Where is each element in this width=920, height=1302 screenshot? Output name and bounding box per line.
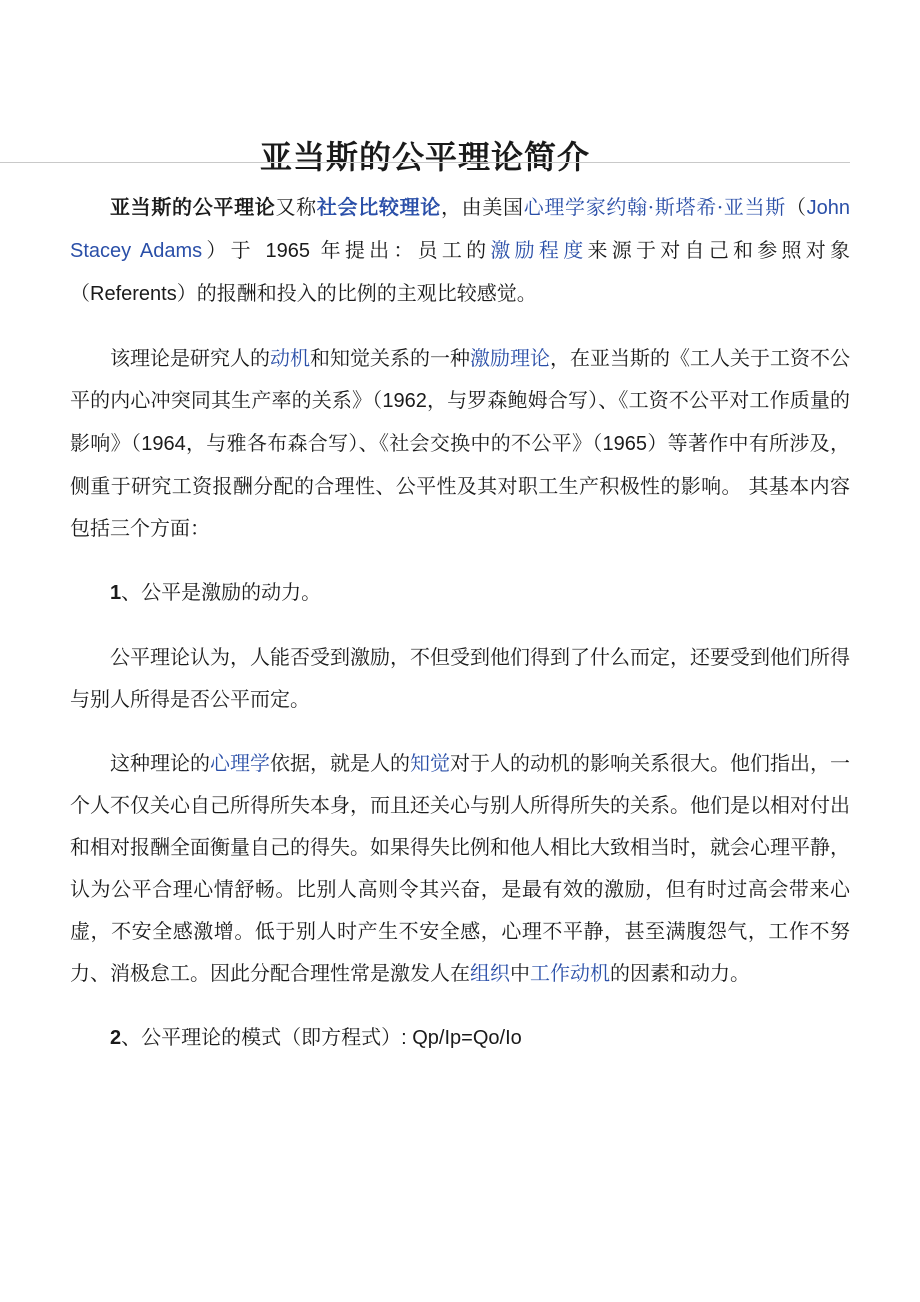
year-text: 1964 xyxy=(141,433,186,455)
text-run: ）于 xyxy=(202,238,266,262)
equity-formula: : Qp/Ip=Qo/Io xyxy=(401,1027,522,1049)
link-motive[interactable]: 动机 xyxy=(270,346,310,370)
link-work-motivation[interactable]: 工作动机 xyxy=(530,961,610,985)
text-run: 公平理论认为，人能否受到激励，不但受到他们得到了什么而定，还要受到他们所得与别人所得是否公平而定。 xyxy=(70,645,850,711)
text-run: （ xyxy=(785,195,807,219)
link-motivation-level[interactable]: 激励程度 xyxy=(490,238,588,262)
text-run: ，与罗森鲍姆合写）、《工资不公平对工作质量的影响》（ xyxy=(70,388,851,455)
text-run: 中 xyxy=(510,961,530,985)
text-run: 该理论是研究人的 xyxy=(110,346,270,370)
page-title: 亚当斯的公平理论简介 xyxy=(259,138,590,177)
text-run: ，在亚当斯的《工人关于工资不公平的内心冲突同其生产率的关系》（ xyxy=(70,346,850,412)
text-run: 和知觉关系的一种 xyxy=(310,346,470,370)
text-run: ，由美国 xyxy=(440,195,524,219)
text-run: 依据，就是人的 xyxy=(270,751,410,775)
link-psychology[interactable]: 心理学 xyxy=(210,751,270,775)
text-run: 来源于对自己和参照对象（ xyxy=(70,238,851,305)
text-run: 对于人的动机的影响关系很大。他们指出，一个人不仅关心自己所得所失本身，而且还关心与别人所得所失的关系。他们是以相对付出和相对报酬全面衡量自己的得失。如果得失比例和他人相比大致相当时，就会心理平静，认为公平合理心情舒畅。比别人高则令其兴奋，是最有效的激励，但有时过高会带来心虚，不安全感激增。低于别人时产生不安全感，心理不平静，甚至满腹怨气，工作不努力、消极怠工。因此分配合理性常是激发人在 xyxy=(70,751,850,985)
term-bold: 亚当斯的公平理论 xyxy=(110,195,276,219)
text-run: 这种理论的 xyxy=(110,751,210,775)
year-text: 1965 xyxy=(602,433,648,455)
year-text: 1965 xyxy=(265,240,310,262)
link-social-comparison-theory[interactable]: 社会比较理论 xyxy=(316,195,441,219)
link-organization[interactable]: 组织 xyxy=(470,961,510,985)
section-number: 1 xyxy=(110,582,122,604)
section-heading-text: 、公平理论的模式（即方程式） xyxy=(121,1025,402,1049)
link-perception[interactable]: 知觉 xyxy=(410,751,450,775)
title-divider xyxy=(0,162,850,163)
referents-text: Referents xyxy=(90,283,177,305)
article-body xyxy=(70,186,850,1081)
paragraph-fairness-view xyxy=(70,636,850,720)
link-motivation-theory[interactable]: 激励理论 xyxy=(470,346,550,370)
section-heading-text: 、公平是激励的动力。 xyxy=(121,580,322,604)
year-text: 1962 xyxy=(382,390,427,412)
text-run: 的因素和动力。 xyxy=(610,961,750,985)
text-run: 又称 xyxy=(275,195,317,219)
section-heading-2 xyxy=(70,1016,850,1059)
text-run: ）等著作中有所涉及，侧重于研究工资报酬分配的合理性、公平性及其对职工生产积极性的影响。 其基本内容包括三个方面： xyxy=(70,431,851,540)
paragraph-theory-scope xyxy=(70,337,850,549)
link-psychologist-adams[interactable]: 心理学家约翰·斯塔希·亚当斯 xyxy=(523,195,786,219)
section-heading-1 xyxy=(70,571,850,614)
paragraph-psychology-basis xyxy=(70,742,850,994)
section-number: 2 xyxy=(110,1027,122,1049)
paragraph-intro xyxy=(70,186,850,315)
text-run: ，与雅各布森合写）、《社会交换中的不公平》（ xyxy=(185,431,603,455)
text-run: ）的报酬和投入的比例的主观比较感觉。 xyxy=(176,281,537,305)
link-john-stacey-adams[interactable]: John Stacey Adams xyxy=(70,197,851,262)
text-run: 年提出：员工的 xyxy=(310,238,491,262)
